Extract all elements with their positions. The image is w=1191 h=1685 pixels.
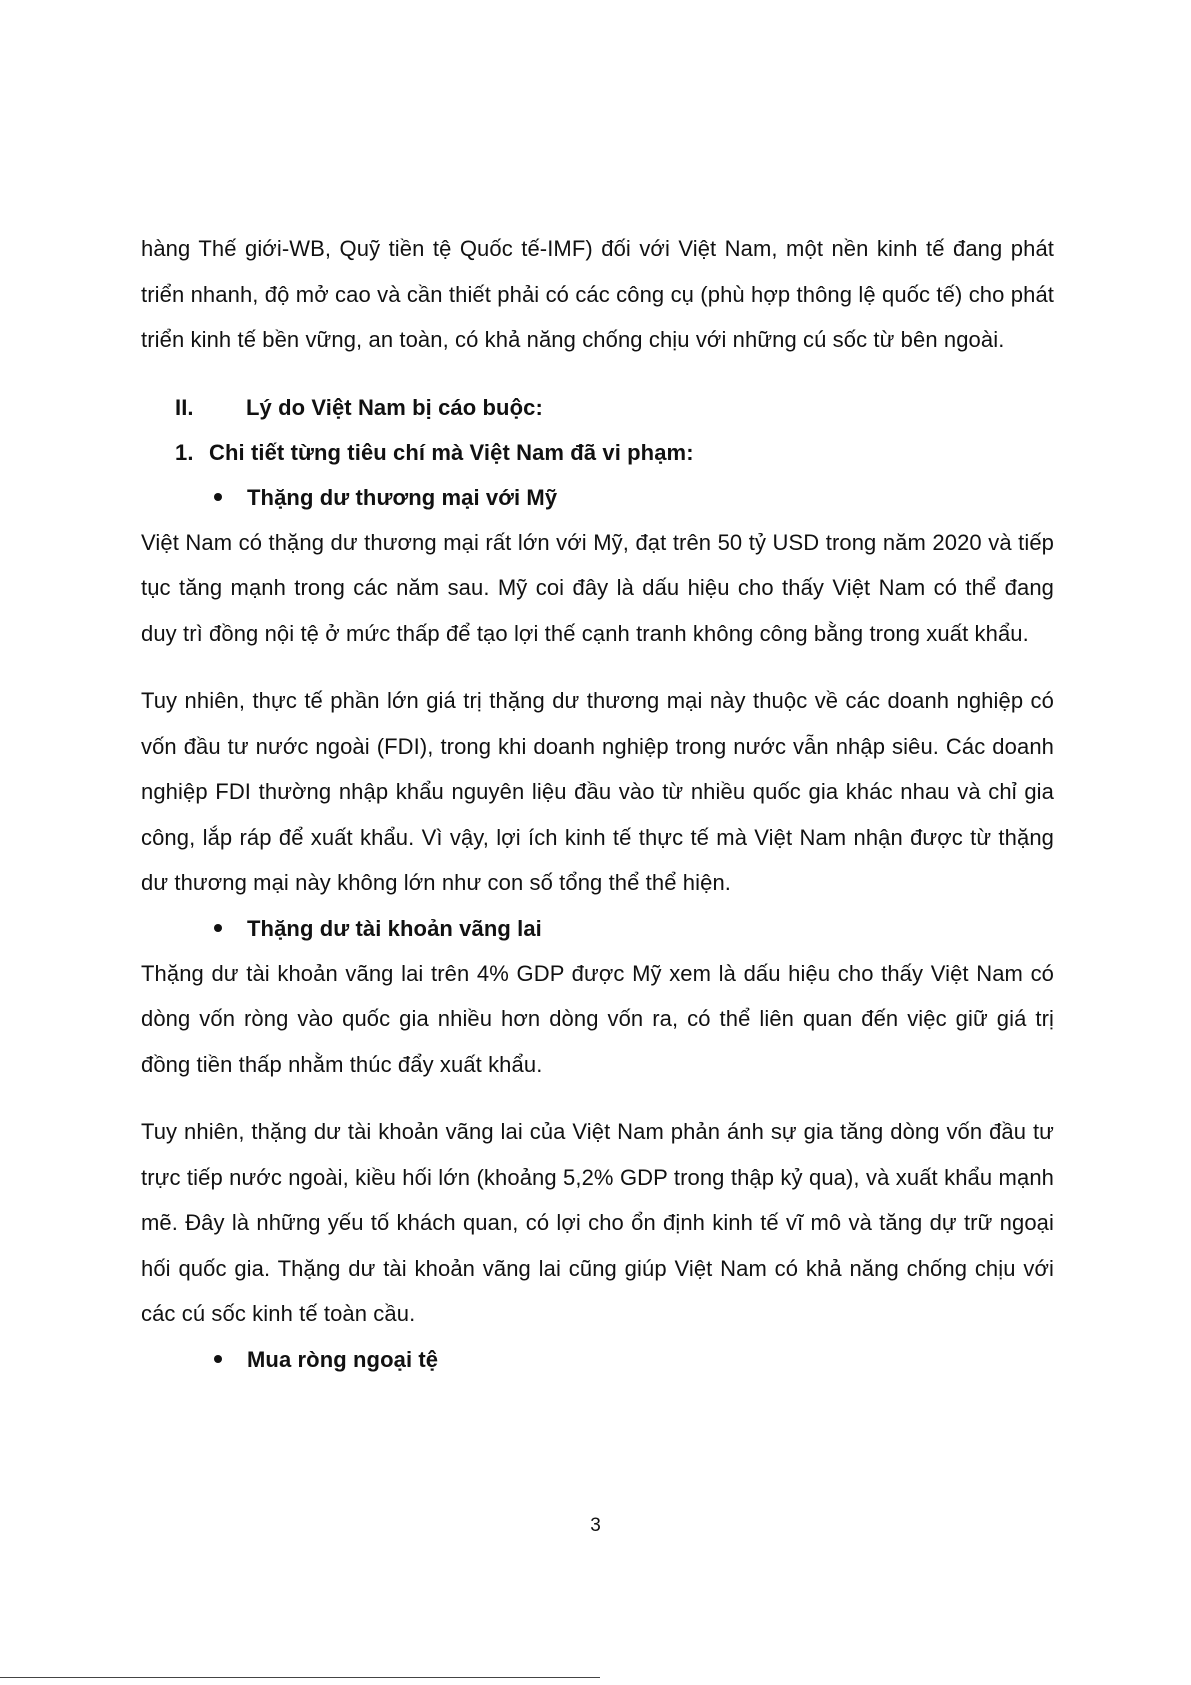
criterion-paragraph: Việt Nam có thặng dư thương mại rất lớn với Mỹ, đạt trên 50 tỷ USD trong năm 2020 và tiếp tục tăng mạnh trong các năm sau. Mỹ coi đây là dấu hiệu cho thấy Việt Nam có thể đang duy trì đồng nội tệ ở mức thấp để tạo lợi thế cạnh tranh không công bằng trong xuất khẩu. [141,529,1054,646]
criterion-paragraph: Tuy nhiên, thặng dư tài khoản vãng lai của Việt Nam phản ánh sự gia tăng dòng vốn đầu tư trực tiếp nước ngoài, kiều hối lớn (khoảng 5,2% GDP trong thập kỷ qua), và xuất khẩu mạnh mẽ. Đây là những yếu tố khách quan, có lợi cho ổn định kinh tế vĩ mô và tăng dự trữ ngoại hối quốc gia. Thặng dư tài khoản vãng lai cũng giúp Việt Nam có khả năng chống chịu với các cú sốc kinh tế toàn cầu. [141,1119,1054,1326]
subsection-number: 1. [175,439,194,465]
criterion-heading [141,475,1054,520]
spacer [141,363,1054,385]
criterion-paragraph: Thặng dư tài khoản vãng lai trên 4% GDP được Mỹ xem là dấu hiệu cho thấy Việt Nam có dòng vốn ròng vào quốc gia nhiều hơn dòng vốn ra, có thể liên quan đến việc giữ giá trị đồng tiền thấp nhằm thúc đẩy xuất khẩu. [141,960,1054,1077]
bullet-icon [213,1355,247,1363]
criterion-heading [141,906,1054,951]
page-number: 3 [590,1515,601,1536]
subsection-heading [141,430,1054,475]
footer-divider [0,1677,600,1678]
criterion-paragraph: Tuy nhiên, thực tế phần lớn giá trị thặng dư thương mại này thuộc về các doanh nghiệp có vốn đầu tư nước ngoài (FDI), trong khi doanh nghiệp trong nước vẫn nhập siêu. Các doanh nghiệp FDI thường nhập khẩu nguyên liệu đầu vào từ nhiều quốc gia khác nhau và chỉ gia công, lắp ráp để xuất khẩu. Vì vậy, lợi ích kinh tế thực tế mà Việt Nam nhận được từ thặng dư thương mại này không lớn như con số tổng thể thể hiện. [141,688,1054,895]
spacer [141,656,1054,678]
intro-paragraph: hàng Thế giới-WB, Quỹ tiền tệ Quốc tế-IMF) đối với Việt Nam, một nền kinh tế đang phát triển nhanh, độ mở cao và cần thiết phải có các công cụ (phù hợp thông lệ quốc tế) cho phát triển kinh tế bền vững, an toàn, có khả năng chống chịu với những cú sốc từ bên ngoài. [141,236,1054,352]
spacer [141,1087,1054,1109]
bullet-icon [213,493,247,501]
section-number: II. [175,394,194,420]
criterion-title: Mua ròng ngoại tệ [247,1346,439,1372]
subsection-title: Chi tiết từng tiêu chí mà Việt Nam đã vi phạm: [209,439,694,465]
criterion-title: Thặng dư tài khoản vãng lai [247,915,542,941]
bullet-icon [213,924,247,932]
section-title: Lý do Việt Nam bị cáo buộc: [246,394,543,420]
section-heading [141,385,1054,430]
page-content [141,226,1054,1382]
criterion-title: Thặng dư thương mại với Mỹ [247,484,558,510]
criterion-heading [141,1337,1054,1382]
